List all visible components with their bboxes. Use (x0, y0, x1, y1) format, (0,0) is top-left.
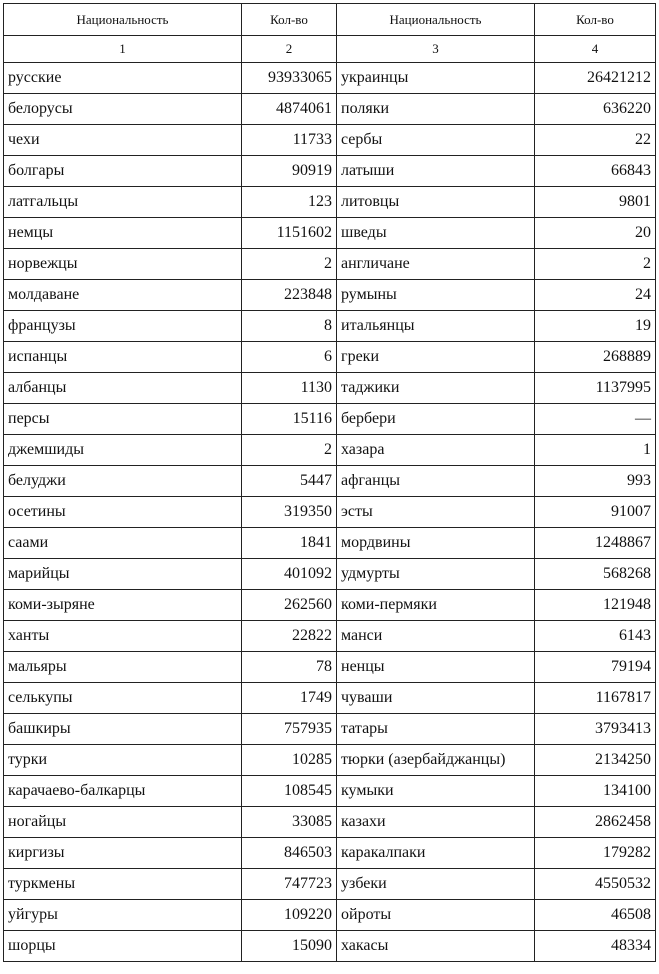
nationality-cell: белорусы (4, 94, 242, 125)
header-nationality-2: Национальность (337, 4, 535, 36)
nationality-cell: украинцы (337, 63, 535, 94)
count-cell: 1151602 (242, 218, 337, 249)
count-cell: 26421212 (535, 63, 656, 94)
count-cell: 846503 (242, 838, 337, 869)
nationality-cell: башкиры (4, 714, 242, 745)
count-cell: 262560 (242, 590, 337, 621)
nationality-cell: русские (4, 63, 242, 94)
count-cell: 1841 (242, 528, 337, 559)
count-cell: 22822 (242, 621, 337, 652)
count-cell: 1167817 (535, 683, 656, 714)
column-number: 3 (337, 36, 535, 63)
count-cell: 22 (535, 125, 656, 156)
document-page (3, 3, 655, 962)
count-cell: 5447 (242, 466, 337, 497)
count-cell: 179282 (535, 838, 656, 869)
nationality-cell: татары (337, 714, 535, 745)
nationality-cell: мордвины (337, 528, 535, 559)
count-cell: 8 (242, 311, 337, 342)
nationality-cell: англичане (337, 249, 535, 280)
count-cell: 1130 (242, 373, 337, 404)
nationality-cell: коми-пермяки (337, 590, 535, 621)
nationality-cell: ойроты (337, 900, 535, 931)
nationality-cell: ненцы (337, 652, 535, 683)
nationality-cell: греки (337, 342, 535, 373)
header-nationality-1: Национальность (4, 4, 242, 36)
count-cell: 10285 (242, 745, 337, 776)
nationality-cell: джемшиды (4, 435, 242, 466)
nationality-cell: удмурты (337, 559, 535, 590)
table-row (4, 776, 656, 807)
count-cell: 91007 (535, 497, 656, 528)
count-cell: 93933065 (242, 63, 337, 94)
column-number: 4 (535, 36, 656, 63)
nationality-cell: чехи (4, 125, 242, 156)
table-row (4, 373, 656, 404)
table-row (4, 311, 656, 342)
nationality-cell: казахи (337, 807, 535, 838)
nationality-cell: латгальцы (4, 187, 242, 218)
count-cell: 319350 (242, 497, 337, 528)
nationality-cell: коми-зыряне (4, 590, 242, 621)
count-cell: 24 (535, 280, 656, 311)
count-cell: 109220 (242, 900, 337, 931)
table-row (4, 838, 656, 869)
count-cell: 6143 (535, 621, 656, 652)
nationality-cell: бербери (337, 404, 535, 435)
count-cell: 3793413 (535, 714, 656, 745)
count-cell: 1137995 (535, 373, 656, 404)
nationality-cell: болгары (4, 156, 242, 187)
table-body (4, 63, 656, 962)
count-cell: 4874061 (242, 94, 337, 125)
column-numbering-row (4, 36, 656, 63)
nationality-cell: селькупы (4, 683, 242, 714)
table-row (4, 621, 656, 652)
count-cell: 33085 (242, 807, 337, 838)
nationality-cell: испанцы (4, 342, 242, 373)
nationality-cell: персы (4, 404, 242, 435)
nationality-cell: туркмены (4, 869, 242, 900)
count-cell: 268889 (535, 342, 656, 373)
table-row (4, 497, 656, 528)
table-row (4, 745, 656, 776)
nationality-cell: таджики (337, 373, 535, 404)
count-cell: 19 (535, 311, 656, 342)
count-cell: 2 (242, 435, 337, 466)
table-row (4, 807, 656, 838)
table-row (4, 249, 656, 280)
count-cell: 757935 (242, 714, 337, 745)
table-row (4, 125, 656, 156)
table-row (4, 342, 656, 373)
count-cell: 134100 (535, 776, 656, 807)
count-cell: 636220 (535, 94, 656, 125)
count-cell: 1749 (242, 683, 337, 714)
header-row (4, 4, 656, 36)
nationality-cell: поляки (337, 94, 535, 125)
nationality-cell: итальянцы (337, 311, 535, 342)
nationality-cell: турки (4, 745, 242, 776)
nationality-cell: мальяры (4, 652, 242, 683)
count-cell: 1 (535, 435, 656, 466)
nationality-cell: афганцы (337, 466, 535, 497)
table-row (4, 63, 656, 94)
table-row (4, 404, 656, 435)
nationality-cell: карачаево-балкарцы (4, 776, 242, 807)
nationality-cell: марийцы (4, 559, 242, 590)
count-cell: 79194 (535, 652, 656, 683)
column-number: 1 (4, 36, 242, 63)
count-cell: 993 (535, 466, 656, 497)
count-cell: 78 (242, 652, 337, 683)
nationality-table (3, 3, 656, 962)
table-row (4, 590, 656, 621)
nationality-cell: румыны (337, 280, 535, 311)
table-row (4, 931, 656, 962)
nationality-cell: узбеки (337, 869, 535, 900)
table-row (4, 652, 656, 683)
nationality-cell: каракалпаки (337, 838, 535, 869)
count-cell: 90919 (242, 156, 337, 187)
nationality-cell: ногайцы (4, 807, 242, 838)
count-cell: 123 (242, 187, 337, 218)
nationality-cell: сербы (337, 125, 535, 156)
nationality-cell: манси (337, 621, 535, 652)
nationality-cell: французы (4, 311, 242, 342)
nationality-cell: уйгуры (4, 900, 242, 931)
count-cell: 223848 (242, 280, 337, 311)
column-number: 2 (242, 36, 337, 63)
nationality-cell: эсты (337, 497, 535, 528)
table-row (4, 435, 656, 466)
table-row (4, 714, 656, 745)
count-cell: 11733 (242, 125, 337, 156)
count-cell: 1248867 (535, 528, 656, 559)
nationality-cell: киргизы (4, 838, 242, 869)
nationality-cell: литовцы (337, 187, 535, 218)
count-cell: 2 (242, 249, 337, 280)
nationality-cell: молдаване (4, 280, 242, 311)
nationality-cell: хазара (337, 435, 535, 466)
nationality-cell: ханты (4, 621, 242, 652)
count-cell: 747723 (242, 869, 337, 900)
table-row (4, 466, 656, 497)
nationality-cell: кумыки (337, 776, 535, 807)
table-row (4, 683, 656, 714)
nationality-cell: шведы (337, 218, 535, 249)
count-cell: 568268 (535, 559, 656, 590)
count-cell: 20 (535, 218, 656, 249)
nationality-cell: хакасы (337, 931, 535, 962)
table-row (4, 218, 656, 249)
nationality-cell: немцы (4, 218, 242, 249)
nationality-cell: албанцы (4, 373, 242, 404)
count-cell: 401092 (242, 559, 337, 590)
table-row (4, 94, 656, 125)
count-cell: 2 (535, 249, 656, 280)
count-cell: 9801 (535, 187, 656, 218)
header-count-1: Кол-во (242, 4, 337, 36)
table-row (4, 156, 656, 187)
count-cell: 2862458 (535, 807, 656, 838)
count-cell: 15090 (242, 931, 337, 962)
count-cell: 2134250 (535, 745, 656, 776)
nationality-cell: саами (4, 528, 242, 559)
table-row (4, 280, 656, 311)
table-row (4, 528, 656, 559)
count-cell: 121948 (535, 590, 656, 621)
count-cell: 46508 (535, 900, 656, 931)
nationality-cell: чуваши (337, 683, 535, 714)
count-cell: 4550532 (535, 869, 656, 900)
header-count-2: Кол-во (535, 4, 656, 36)
count-cell: 48334 (535, 931, 656, 962)
nationality-cell: шорцы (4, 931, 242, 962)
table-row (4, 559, 656, 590)
count-cell: 6 (242, 342, 337, 373)
nationality-cell: осетины (4, 497, 242, 528)
count-cell: 66843 (535, 156, 656, 187)
count-cell: 108545 (242, 776, 337, 807)
nationality-cell: тюрки (азербайджанцы) (337, 745, 535, 776)
count-cell: — (535, 404, 656, 435)
table-row (4, 900, 656, 931)
nationality-cell: латыши (337, 156, 535, 187)
count-cell: 15116 (242, 404, 337, 435)
nationality-cell: белуджи (4, 466, 242, 497)
nationality-cell: норвежцы (4, 249, 242, 280)
table-row (4, 869, 656, 900)
table-row (4, 187, 656, 218)
